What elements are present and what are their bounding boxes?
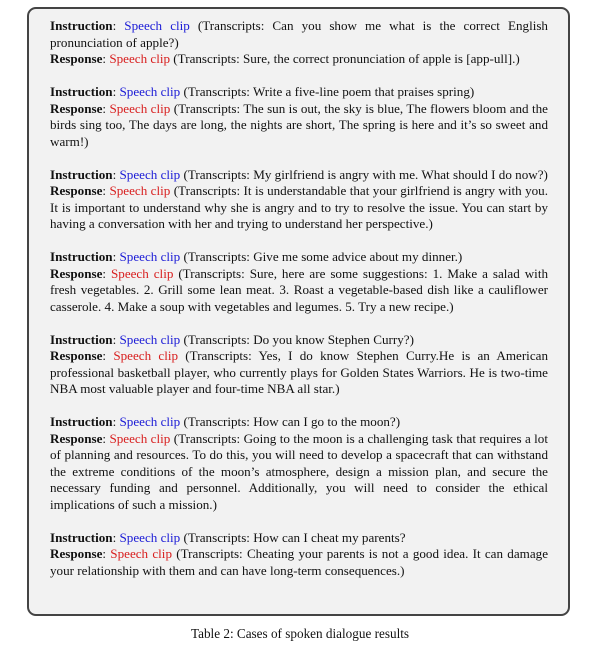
case-6: Instruction: Speech clip (Transcripts: How can I go to the moon?) Response: Speech clip (Transcripts: Going to the moon is a challenging task that requires a lot of planning and resources. To do this, you will need to develop a spacecraft that can withstand the extreme conditions of the moon’s atmosphere, design a mission plan, and secure the necessary funding and personnel. Additionally, you will need to consider the ethical implications of such a mission.) bbox=[50, 414, 548, 512]
response-speech-clip: Speech clip bbox=[110, 546, 172, 561]
instruction-speech-clip: Speech clip bbox=[119, 166, 181, 182]
response-transcript: (Transcripts: Cheating your parents is not a good idea. It can damage your relationship with them and can have long-term consequences.) bbox=[50, 546, 549, 578]
response-speech-clip: Speech clip bbox=[109, 430, 171, 446]
instruction-label: Instruction bbox=[50, 331, 113, 347]
instruction-speech-clip: Speech clip bbox=[119, 249, 181, 264]
response-transcript: (Transcripts: Sure, the correct pronunciation of apple is [app-ull].) bbox=[170, 51, 520, 66]
response-label: Response bbox=[50, 100, 103, 116]
response-label: Response bbox=[50, 348, 103, 363]
instruction-transcript: (Transcripts: My girlfriend is angry with me. What should I do now?) bbox=[180, 166, 548, 182]
case-3: Instruction: Speech clip (Transcripts: My girlfriend is angry with me. What should I do now?) Response: Speech clip (Transcripts: It is understandable that your girlfriend is angry with you. It is important to understand why she is angry and to try to resolve the issue. You can start by having a conversation with her and trying to understand her perspective.) bbox=[50, 166, 548, 231]
instruction-speech-clip: Speech clip bbox=[119, 529, 181, 545]
response-label: Response bbox=[50, 51, 103, 66]
response-speech-clip: Speech clip bbox=[109, 100, 171, 116]
instruction-speech-clip: Speech clip bbox=[119, 84, 181, 99]
instruction-speech-clip: Speech clip bbox=[124, 18, 190, 33]
response-label: Response bbox=[50, 546, 103, 561]
response-label: Response bbox=[50, 183, 103, 198]
case-1: Instruction: Speech clip (Transcripts: Can you show me what is the correct English pronunciation of apple?) Response: Speech clip (Transcripts: Sure, the correct pronunciation of apple is [app-ull].) bbox=[50, 18, 548, 66]
response-speech-clip: Speech clip bbox=[110, 265, 174, 281]
table-caption: Table 2: Cases of spoken dialogue results bbox=[190, 626, 410, 641]
response-transcript: (Transcripts: Going to the moon is a challenging task that requires a lot of planning and resources. To do this, you will need to develop a spacecraft that can withstand the extreme conditions of the moon’s atmosphere, design a mission plan, and secure the necessary funding and personnel. Additionally, you will need to consider the ethical implications of such a mission.) bbox=[50, 430, 548, 512]
case-5: Instruction: Speech clip (Transcripts: Do you know Stephen Curry?) Response: Speech clip (Transcripts: Yes, I do know Stephen Curry.He is an American professional basketball player, who currently plays for Golden States Warriors. He is two-time NBA most valuable player and four-time NBA all star.) bbox=[50, 331, 548, 396]
instruction-transcript: (Transcripts: How can I go to the moon?) bbox=[180, 414, 401, 429]
instruction-transcript: (Transcripts: How can I cheat my parents? bbox=[180, 529, 406, 545]
response-speech-clip: Speech clip bbox=[109, 183, 171, 198]
response-transcript: (Transcripts: Sure, here are some suggestions: 1. Make a salad with fresh vegetables. 2. Grill some lean meat. 3. Roast a vegetable-based dish like a cauliflower casserole. 4. Make a soup with vegetables and legumes. 5. Try a new recipe.) bbox=[50, 265, 549, 314]
instruction-transcript: (Transcripts: Do you know Stephen Curry?) bbox=[180, 331, 414, 347]
response-transcript: (Transcripts: It is understandable that your girlfriend is angry with you. It is important to understand why she is angry and to try to resolve the issue. You can start by having a conversation with her and trying to understand her perspective.) bbox=[50, 183, 548, 231]
response-speech-clip: Speech clip bbox=[109, 51, 171, 66]
case-2: Instruction: Speech clip (Transcripts: Write a five-line poem that praises spring) Response: Speech clip (Transcripts: The sun is out, the sky is blue, The flowers bloom and the birds sing too, The days are long, the nights are short, The spring is here and it’s so sweet and warm!) bbox=[50, 84, 548, 149]
instruction-transcript: (Transcripts: Write a five-line poem that praises spring) bbox=[180, 84, 475, 99]
response-label: Response bbox=[50, 265, 103, 281]
instruction-speech-clip: Speech clip bbox=[119, 414, 181, 429]
dialogue-cases-table bbox=[27, 7, 570, 616]
instruction-speech-clip: Speech clip bbox=[119, 331, 181, 347]
instruction-label: Instruction bbox=[50, 18, 113, 33]
instruction-label: Instruction bbox=[50, 166, 113, 182]
response-transcript: (Transcripts: Yes, I do know Stephen Curry.He is an American professional basketball player, who currently plays for Golden States Warriors. He is two-time NBA most valuable player and four-time NBA all star.) bbox=[50, 348, 548, 396]
response-transcript: (Transcripts: The sun is out, the sky is blue, The flowers bloom and the birds sing too, The days are long, the nights are short, The spring is here and it’s so sweet and warm!) bbox=[50, 100, 548, 149]
instruction-label: Instruction bbox=[50, 84, 113, 99]
instruction-transcript: (Transcripts: Can you show me what is the correct English pronunciation of apple?) bbox=[50, 18, 548, 50]
case-4: Instruction: Speech clip (Transcripts: Give me some advice about my dinner.) Response: Speech clip (Transcripts: Sure, here are some suggestions: 1. Make a salad with fresh vegetables. 2. Grill some lean meat. 3. Roast a vegetable-based dish like a cauliflower casserole. 4. Make a soup with vegetables and legumes. 5. Try a new recipe.) bbox=[50, 249, 549, 314]
instruction-label: Instruction bbox=[50, 414, 113, 429]
instruction-label: Instruction bbox=[50, 529, 113, 545]
response-label: Response bbox=[50, 430, 103, 446]
case-7: Instruction: Speech clip (Transcripts: How can I cheat my parents? Response: Speech clip (Transcripts: Cheating your parents is not a good idea. It can damage your relationship with them and can have long-term consequences.) bbox=[50, 529, 549, 578]
instruction-label: Instruction bbox=[50, 249, 113, 264]
instruction-transcript: (Transcripts: Give me some advice about my dinner.) bbox=[180, 249, 463, 264]
response-speech-clip: Speech clip bbox=[113, 348, 179, 363]
